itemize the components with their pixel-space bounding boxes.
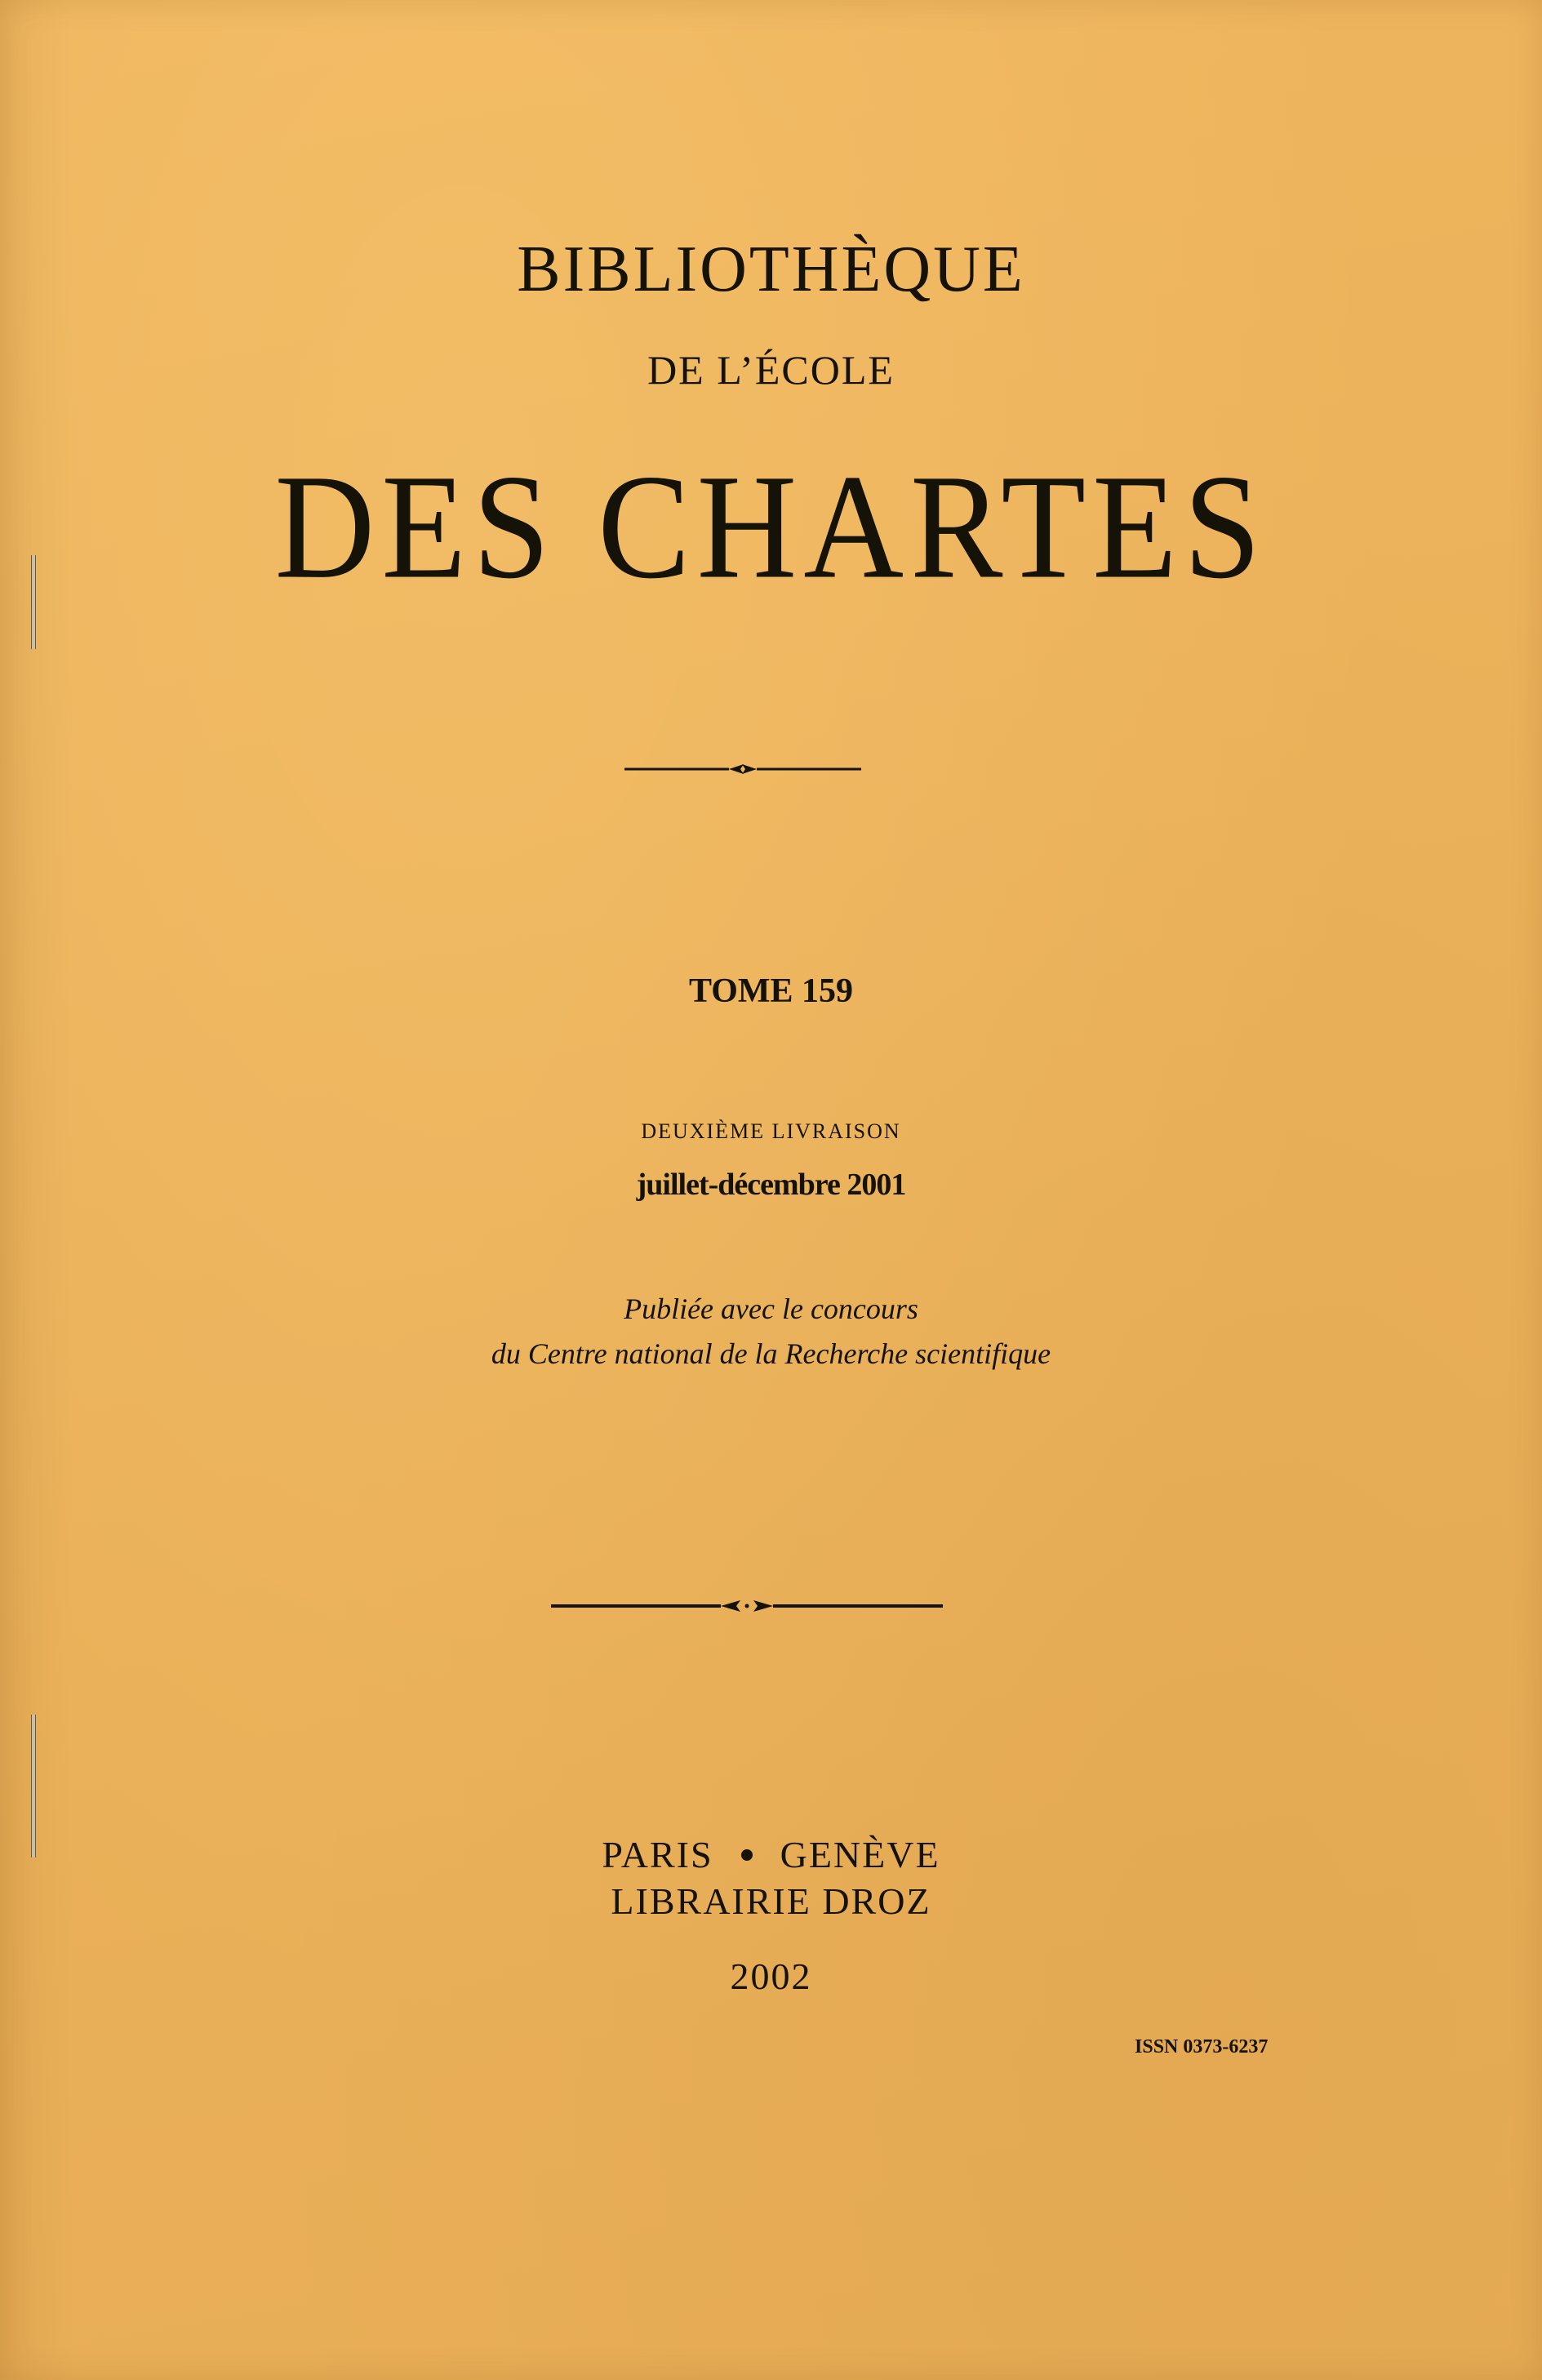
series-title-line1: BIBLIOTHÈQUE <box>517 234 1025 305</box>
support-line2: du Centre national de la Recherche scientifique <box>491 1337 1051 1370</box>
volume-number: TOME 159 <box>688 972 854 1010</box>
issue-label: DEUXIÈME LIVRAISON <box>641 1119 901 1143</box>
publication-cities <box>0 1833 1542 1874</box>
publication-year: 2002 <box>730 1955 812 1997</box>
bullet-separator-icon <box>741 1849 753 1861</box>
publisher-name: LIBRAIRIE DROZ <box>611 1880 931 1922</box>
issue-dates: juillet-décembre 2001 <box>636 1168 906 1202</box>
support-line1: Publiée avec le concours <box>624 1292 918 1325</box>
rule-ornament-icon <box>624 759 861 779</box>
rule-ornament-icon <box>551 1595 943 1617</box>
issn-number: ISSN 0373-6237 <box>1135 2036 1269 2057</box>
city-paris: PARIS <box>602 1834 713 1876</box>
series-title-line3: DES CHARTES <box>274 443 1268 610</box>
series-title-line2: DE L’ÉCOLE <box>647 347 895 393</box>
city-geneve: GENÈVE <box>780 1834 940 1876</box>
